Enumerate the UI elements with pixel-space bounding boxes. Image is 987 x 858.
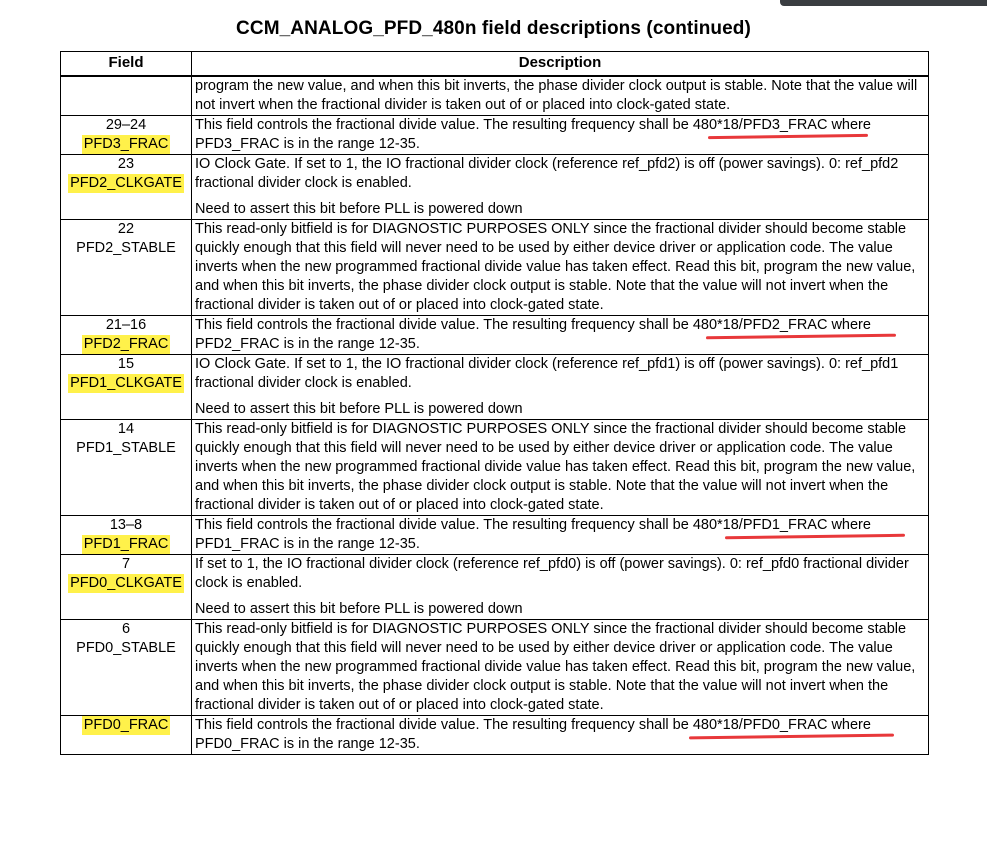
- field-cell: [61, 620, 192, 716]
- table-row: [61, 220, 929, 316]
- table-row: [61, 76, 929, 116]
- description-note: Need to assert this bit before PLL is powered down: [195, 401, 523, 417]
- description-text: This read-only bitfield is for DIAGNOSTIC PURPOSES ONLY since the fractional divider should become stable quickly enough that this field will never need to be used by either device driver or application code. The value inverts when the new programmed fractional divide value has taken effect. Read this bit, program the new value, and when this bit inverts, the phase divider clock output is stable. Note that the value will not invert when the fractional divider is taken out of or placed into clock-gated state.: [195, 621, 916, 713]
- highlighted-field-name: PFD3_FRAC: [83, 136, 169, 152]
- field-name: PFD1_STABLE: [76, 440, 176, 456]
- description-cell: [192, 316, 929, 355]
- field-cell: [61, 355, 192, 420]
- description-text: IO Clock Gate. If set to 1, the IO fractional divider clock (reference ref_pfd2) is off (power savings). 0: ref_pfd2 fractional divider clock is enabled.: [195, 156, 899, 191]
- bit-range: 7: [121, 556, 131, 572]
- field-cell: [61, 76, 192, 116]
- description-cell: [192, 516, 929, 555]
- highlighted-field-name: PFD1_CLKGATE: [70, 375, 182, 391]
- field-cell: [61, 716, 192, 755]
- table-header-row: [61, 52, 929, 77]
- description-text: This field controls the fractional divide value. The resulting frequency shall be 480*18/PFD3_FRAC where PFD3_FRAC is in the range 12-35.: [195, 117, 871, 152]
- table-row: [61, 516, 929, 555]
- field-name: PFD2_STABLE: [76, 240, 176, 256]
- table-row: [61, 716, 929, 755]
- table-row: [61, 155, 929, 220]
- field-descriptions-table: [60, 51, 929, 755]
- field-cell: [61, 420, 192, 516]
- description-text: This field controls the fractional divide value. The resulting frequency shall be 480*18/PFD0_FRAC where PFD0_FRAC is in the range 12-35.: [195, 717, 871, 752]
- field-column-header: Field: [61, 52, 192, 77]
- table-row: [61, 555, 929, 620]
- table-row: [61, 620, 929, 716]
- bit-range: 23: [117, 156, 135, 172]
- description-column-header: Description: [192, 52, 929, 77]
- description-cell: [192, 116, 929, 155]
- table-row: [61, 355, 929, 420]
- page-title: CCM_ANALOG_PFD_480n field descriptions (continued): [236, 18, 751, 39]
- highlighted-field-name: PFD2_FRAC: [83, 336, 169, 352]
- highlighted-field-name: PFD1_FRAC: [83, 536, 169, 552]
- description-text: This field controls the fractional divide value. The resulting frequency shall be 480*18/PFD1_FRAC where PFD1_FRAC is in the range 12-35.: [195, 517, 871, 552]
- bit-range: 13–8: [109, 517, 143, 533]
- description-cell: [192, 76, 929, 116]
- highlighted-field-name: PFD2_CLKGATE: [70, 175, 182, 191]
- description-cell: [192, 716, 929, 755]
- field-cell: [61, 555, 192, 620]
- field-cell: [61, 220, 192, 316]
- bit-range: 22: [117, 221, 135, 237]
- field-name: PFD0_STABLE: [76, 640, 176, 656]
- table-row: [61, 116, 929, 155]
- description-text: This field controls the fractional divide value. The resulting frequency shall be 480*18/PFD2_FRAC where PFD2_FRAC is in the range 12-35.: [195, 317, 871, 352]
- description-text: This read-only bitfield is for DIAGNOSTIC PURPOSES ONLY since the fractional divider should become stable quickly enough that this field will never need to be used by either device driver or application code. The value inverts when the new programmed fractional divide value has taken effect. Read this bit, program the new value, and when this bit inverts, the phase divider clock output is stable. Note that the value will not invert when the fractional divider is taken out of or placed into clock-gated state.: [195, 421, 916, 513]
- field-cell: [61, 516, 192, 555]
- description-cell: [192, 555, 929, 620]
- field-cell: [61, 155, 192, 220]
- bit-range: 14: [117, 421, 135, 437]
- bit-range: 6: [121, 621, 131, 637]
- description-cell: [192, 420, 929, 516]
- highlighted-field-name: PFD0_FRAC: [83, 717, 169, 733]
- window-chrome-bar: [780, 0, 987, 6]
- description-note: Need to assert this bit before PLL is powered down: [195, 201, 523, 217]
- description-text: This read-only bitfield is for DIAGNOSTIC PURPOSES ONLY since the fractional divider should become stable quickly enough that this field will never need to be used by either device driver or application code. The value inverts when the new programmed fractional divide value has taken effect. Read this bit, program the new value, and when this bit inverts, the phase divider clock output is stable. Note that the value will not invert when the fractional divider is taken out of or placed into clock-gated state.: [195, 221, 916, 313]
- description-text: IO Clock Gate. If set to 1, the IO fractional divider clock (reference ref_pfd1) is off (power savings). 0: ref_pfd1 fractional divider clock is enabled.: [195, 356, 899, 391]
- bit-range: 15: [117, 356, 135, 372]
- description-note: Need to assert this bit before PLL is powered down: [195, 601, 523, 617]
- description-cell: [192, 620, 929, 716]
- description-cell: [192, 355, 929, 420]
- bit-range: 29–24: [105, 117, 147, 133]
- field-cell: [61, 116, 192, 155]
- description-cell: [192, 155, 929, 220]
- table-row: [61, 420, 929, 516]
- field-cell: [61, 316, 192, 355]
- table-row: [61, 316, 929, 355]
- description-text: If set to 1, the IO fractional divider clock (reference ref_pfd0) is off (power savings). 0: ref_pfd0 fractional divider clock is enabled.: [195, 556, 909, 591]
- bit-range: 21–16: [105, 317, 147, 333]
- description-cell: [192, 220, 929, 316]
- description-text: program the new value, and when this bit inverts, the phase divider clock output is stable. Note that the value will not invert when the fractional divider is taken out of or placed into clock-gated state.: [195, 78, 918, 113]
- highlighted-field-name: PFD0_CLKGATE: [70, 575, 182, 591]
